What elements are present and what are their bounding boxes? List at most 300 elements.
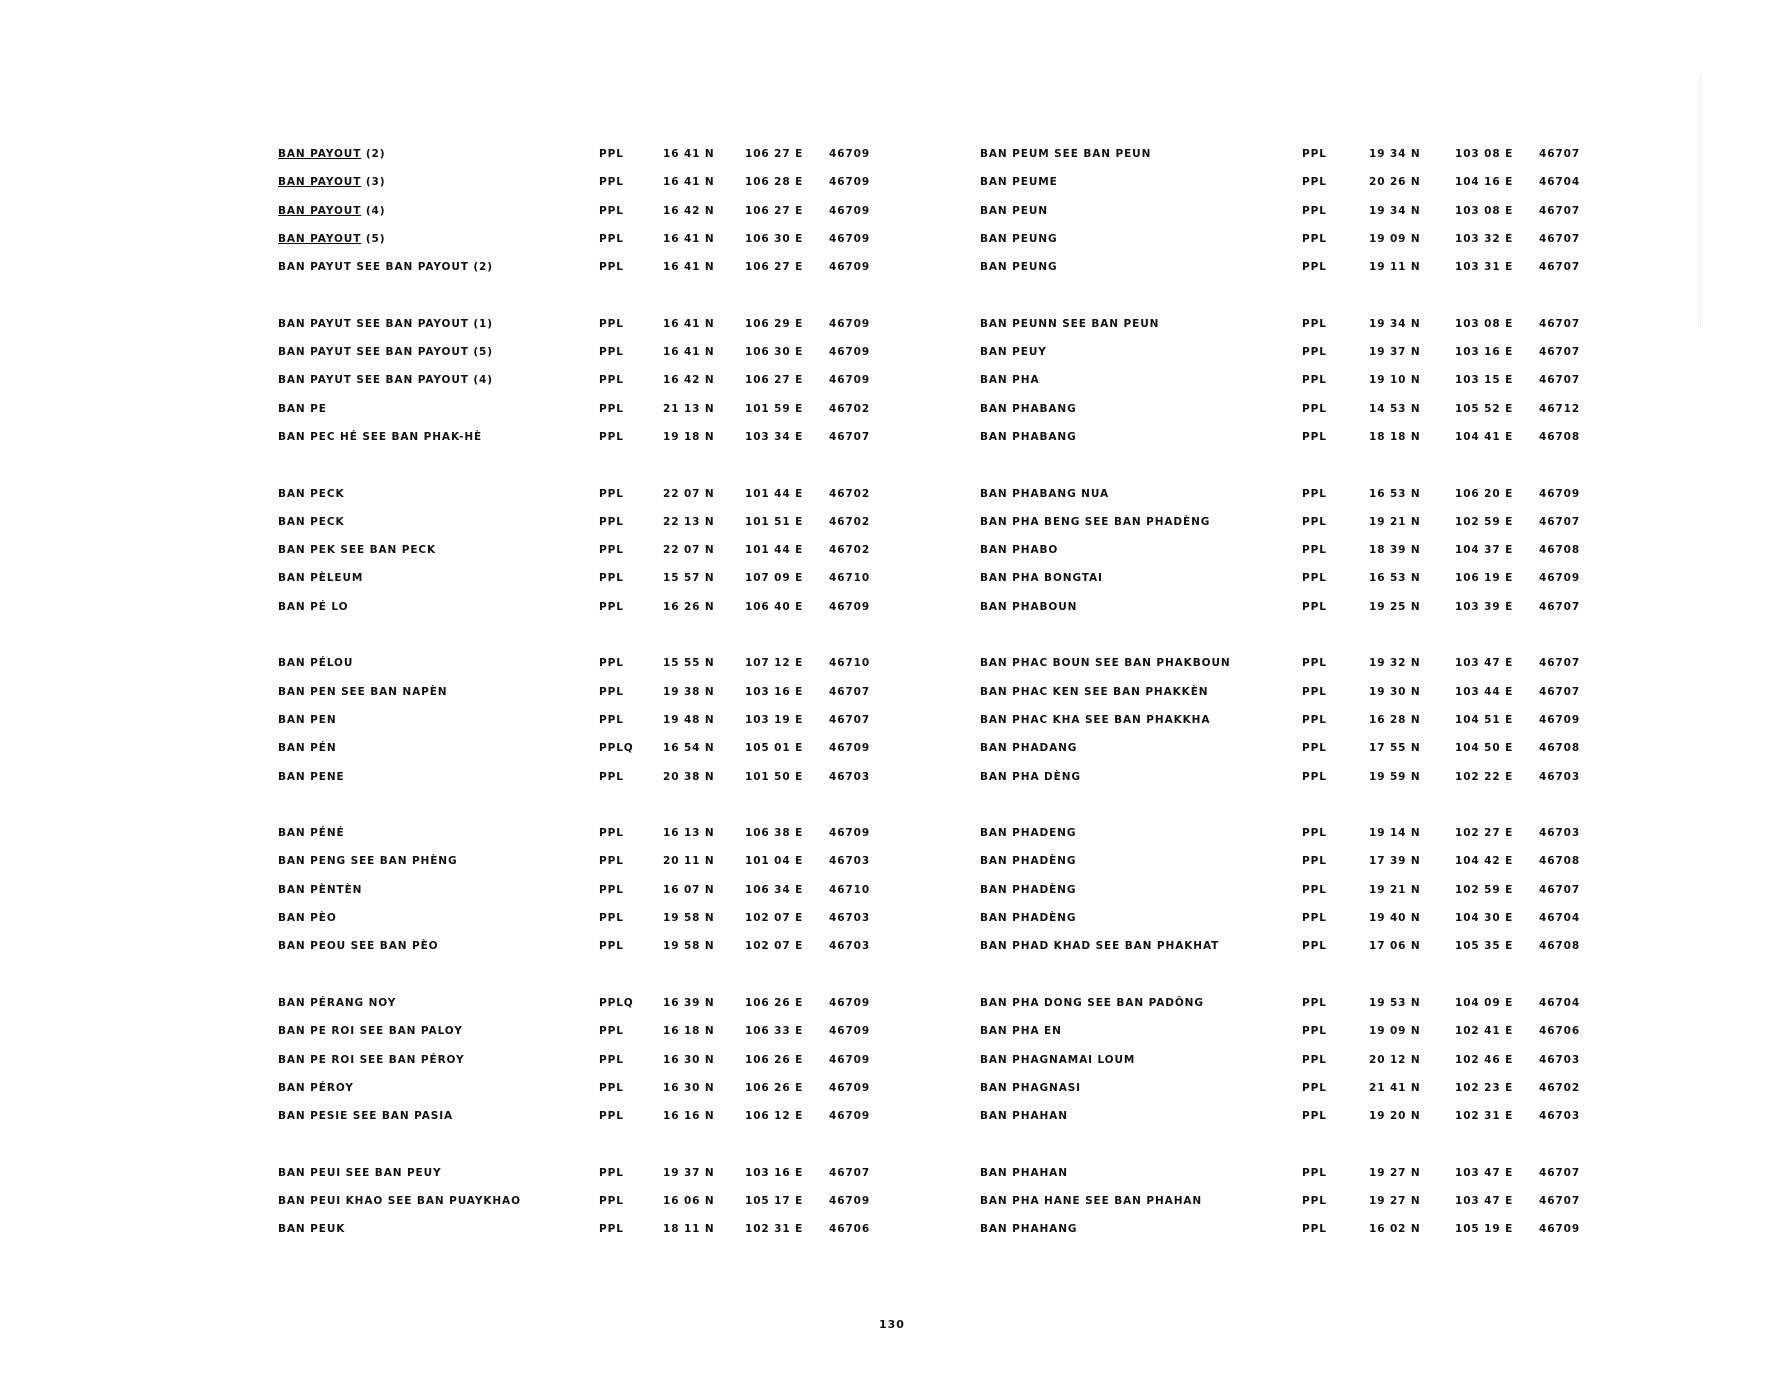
longitude: 106 27 E bbox=[745, 261, 804, 274]
sheet-number: 46708 bbox=[1539, 430, 1581, 443]
sheet-number: 46703 bbox=[829, 940, 871, 953]
latitude: 16 30 N bbox=[663, 1081, 715, 1094]
latitude: 19 58 N bbox=[663, 912, 715, 925]
place-name: BAN PHAD KHAD SEE BAN PHAKHAT bbox=[980, 940, 1220, 953]
designation: PPL bbox=[1302, 572, 1327, 585]
designation: PPL bbox=[599, 600, 624, 613]
sheet-number: 46709 bbox=[829, 1110, 871, 1123]
designation: PPL bbox=[599, 827, 624, 840]
latitude: 19 25 N bbox=[1369, 600, 1421, 613]
sheet-number: 46709 bbox=[829, 204, 871, 217]
designation: PPL bbox=[599, 430, 624, 443]
place-name: BAN PEN SEE BAN NAPÈN bbox=[278, 685, 448, 698]
longitude: 103 16 E bbox=[745, 1166, 804, 1179]
sheet-number: 46703 bbox=[1539, 770, 1581, 783]
place-name: BAN PEUY bbox=[980, 346, 1047, 359]
latitude: 20 38 N bbox=[663, 770, 715, 783]
latitude: 19 32 N bbox=[1369, 657, 1421, 670]
sheet-number: 46709 bbox=[829, 1053, 871, 1066]
sheet-number: 46709 bbox=[829, 742, 871, 755]
place-name: BAN PAYUT SEE BAN PAYOUT (4) bbox=[278, 374, 493, 387]
longitude: 103 32 E bbox=[1455, 232, 1514, 245]
sheet-number: 46703 bbox=[1539, 1110, 1581, 1123]
latitude: 19 09 N bbox=[1369, 1025, 1421, 1038]
latitude: 22 07 N bbox=[663, 544, 715, 557]
place-name: BAN PHADANG bbox=[980, 742, 1078, 755]
designation: PPL bbox=[599, 317, 624, 330]
sheet-number: 46707 bbox=[1539, 204, 1581, 217]
longitude: 103 16 E bbox=[1455, 346, 1514, 359]
sheet-number: 46709 bbox=[1539, 487, 1581, 500]
longitude: 101 59 E bbox=[745, 402, 804, 415]
place-name: BAN PÉN bbox=[278, 742, 337, 755]
longitude: 104 51 E bbox=[1455, 713, 1514, 726]
longitude: 105 35 E bbox=[1455, 940, 1514, 953]
latitude: 14 53 N bbox=[1369, 402, 1421, 415]
latitude: 16 13 N bbox=[663, 827, 715, 840]
place-name: BAN PHABOUN bbox=[980, 600, 1078, 613]
longitude: 106 26 E bbox=[745, 996, 804, 1009]
place-name-suffix: (2) bbox=[361, 148, 386, 160]
place-name: BAN PHADÈNG bbox=[980, 855, 1077, 868]
longitude: 103 08 E bbox=[1455, 148, 1514, 160]
designation: PPL bbox=[1302, 657, 1327, 670]
place-name: BAN PHABANG bbox=[980, 430, 1077, 443]
longitude: 103 47 E bbox=[1455, 1194, 1514, 1207]
latitude: 19 53 N bbox=[1369, 996, 1421, 1009]
place-name-underlined: BAN PAYOUT bbox=[278, 204, 362, 217]
longitude: 106 26 E bbox=[745, 1053, 804, 1066]
place-name: BAN PHABANG NUA bbox=[980, 487, 1109, 500]
designation: PPL bbox=[1302, 1166, 1327, 1179]
designation: PPL bbox=[1302, 374, 1327, 387]
longitude: 103 15 E bbox=[1455, 374, 1514, 387]
longitude: 101 50 E bbox=[745, 770, 804, 783]
latitude: 20 11 N bbox=[663, 855, 715, 868]
place-name: BAN PHABO bbox=[980, 544, 1059, 557]
sheet-number: 46707 bbox=[1539, 657, 1581, 670]
sheet-number: 46709 bbox=[829, 374, 871, 387]
place-name: BAN PÉRANG NOY bbox=[278, 996, 397, 1009]
designation: PPL bbox=[599, 1081, 624, 1094]
place-name: BAN PEUNN SEE BAN PEUN bbox=[980, 317, 1160, 330]
longitude: 105 52 E bbox=[1455, 402, 1514, 415]
latitude: 16 42 N bbox=[663, 204, 715, 217]
place-name: BAN PÈO bbox=[278, 912, 337, 925]
longitude: 104 30 E bbox=[1455, 912, 1514, 925]
place-name: BAN PAYUT SEE BAN PAYOUT (2) bbox=[278, 261, 493, 274]
longitude: 106 27 E bbox=[745, 204, 804, 217]
longitude: 105 19 E bbox=[1455, 1223, 1514, 1236]
sheet-number: 46703 bbox=[1539, 1053, 1581, 1066]
place-name: BAN PECK bbox=[278, 515, 345, 528]
longitude: 102 59 E bbox=[1455, 883, 1514, 896]
latitude: 16 06 N bbox=[663, 1194, 715, 1207]
latitude: 15 55 N bbox=[663, 657, 715, 670]
sheet-number: 46710 bbox=[829, 572, 871, 585]
place-name: BAN PHA DÈNG bbox=[980, 770, 1081, 783]
place-name: BAN PHAC BOUN SEE BAN PHAKBOUN bbox=[980, 657, 1231, 670]
place-name: BAN PEC HÉ SEE BAN PHAK-HÈ bbox=[278, 430, 483, 443]
longitude: 102 22 E bbox=[1455, 770, 1514, 783]
sheet-number: 46708 bbox=[1539, 544, 1581, 557]
sheet-number: 46709 bbox=[829, 176, 871, 189]
place-name: BAN PÉ LO bbox=[278, 600, 349, 613]
latitude: 18 39 N bbox=[1369, 544, 1421, 557]
sheet-number: 46707 bbox=[1539, 317, 1581, 330]
sheet-number: 46704 bbox=[1539, 176, 1581, 189]
designation: PPL bbox=[1302, 685, 1327, 698]
place-name: BAN PEUI KHAO SEE BAN PUAYKHAO bbox=[278, 1194, 521, 1207]
designation: PPL bbox=[599, 685, 624, 698]
designation: PPL bbox=[1302, 487, 1327, 500]
place-name: BAN PÈNTÈN bbox=[278, 883, 363, 896]
sheet-number: 46702 bbox=[829, 487, 871, 500]
longitude: 103 19 E bbox=[745, 713, 804, 726]
longitude: 106 30 E bbox=[745, 232, 804, 245]
latitude: 16 41 N bbox=[663, 232, 715, 245]
latitude: 17 55 N bbox=[1369, 742, 1421, 755]
designation: PPL bbox=[1302, 855, 1327, 868]
designation: PPL bbox=[1302, 1053, 1327, 1066]
place-name: BAN PECK bbox=[278, 487, 345, 500]
longitude: 102 41 E bbox=[1455, 1025, 1514, 1038]
latitude: 19 38 N bbox=[663, 685, 715, 698]
latitude: 15 57 N bbox=[663, 572, 715, 585]
place-name: BAN PEUNG bbox=[980, 232, 1058, 245]
sheet-number: 46707 bbox=[829, 1166, 871, 1179]
latitude: 22 13 N bbox=[663, 515, 715, 528]
latitude: 19 34 N bbox=[1369, 148, 1421, 160]
longitude: 103 08 E bbox=[1455, 204, 1514, 217]
place-name: BAN PÉNÉ bbox=[278, 827, 345, 840]
longitude: 107 09 E bbox=[745, 572, 804, 585]
latitude: 16 18 N bbox=[663, 1025, 715, 1038]
sheet-number: 46709 bbox=[1539, 1223, 1581, 1236]
designation: PPL bbox=[1302, 515, 1327, 528]
longitude: 106 34 E bbox=[745, 883, 804, 896]
designation: PPL bbox=[1302, 940, 1327, 953]
sheet-number: 46709 bbox=[829, 996, 871, 1009]
latitude: 19 21 N bbox=[1369, 515, 1421, 528]
sheet-number: 46704 bbox=[1539, 912, 1581, 925]
sheet-number: 46708 bbox=[1539, 855, 1581, 868]
place-name: BAN PÉLOU bbox=[278, 657, 354, 670]
sheet-number: 46708 bbox=[1539, 742, 1581, 755]
page-number: 130 bbox=[879, 1318, 905, 1331]
latitude: 19 27 N bbox=[1369, 1194, 1421, 1207]
latitude: 16 42 N bbox=[663, 374, 715, 387]
latitude: 19 30 N bbox=[1369, 685, 1421, 698]
designation: PPL bbox=[599, 1223, 624, 1236]
sheet-number: 46708 bbox=[1539, 940, 1581, 953]
place-name: BAN PHAHANG bbox=[980, 1223, 1078, 1236]
place-name: BAN PEUM SEE BAN PEUN bbox=[980, 148, 1152, 160]
longitude: 104 16 E bbox=[1455, 176, 1514, 189]
latitude: 17 06 N bbox=[1369, 940, 1421, 953]
place-name: BAN PHA bbox=[980, 374, 1040, 387]
latitude: 19 10 N bbox=[1369, 374, 1421, 387]
designation: PPL bbox=[1302, 1110, 1327, 1123]
latitude: 19 48 N bbox=[663, 713, 715, 726]
sheet-number: 46707 bbox=[1539, 883, 1581, 896]
sheet-number: 46707 bbox=[1539, 1194, 1581, 1207]
sheet-number: 46709 bbox=[829, 232, 871, 245]
designation: PPL bbox=[1302, 1223, 1327, 1236]
latitude: 19 21 N bbox=[1369, 883, 1421, 896]
longitude: 102 31 E bbox=[1455, 1110, 1514, 1123]
place-name: BAN PHA DONG SEE BAN PADÔNG bbox=[980, 996, 1204, 1009]
longitude: 103 08 E bbox=[1455, 317, 1514, 330]
place-name-suffix: (4) bbox=[361, 204, 386, 217]
longitude: 106 27 E bbox=[745, 374, 804, 387]
place-name: BAN PEK SEE BAN PECK bbox=[278, 544, 437, 557]
place-name-suffix: (5) bbox=[361, 232, 386, 245]
designation: PPLQ bbox=[599, 742, 634, 755]
longitude: 106 29 E bbox=[745, 317, 804, 330]
designation: PPL bbox=[599, 374, 624, 387]
latitude: 19 40 N bbox=[1369, 912, 1421, 925]
longitude: 104 50 E bbox=[1455, 742, 1514, 755]
latitude: 19 09 N bbox=[1369, 232, 1421, 245]
designation: PPL bbox=[1302, 1025, 1327, 1038]
sheet-number: 46702 bbox=[1539, 1081, 1581, 1094]
designation: PPL bbox=[599, 232, 624, 245]
place-name-underlined: BAN PAYOUT bbox=[278, 148, 362, 160]
longitude: 102 23 E bbox=[1455, 1081, 1514, 1094]
place-name bbox=[278, 168, 385, 196]
place-name: BAN PHA HANE SEE BAN PHAHAN bbox=[980, 1194, 1203, 1207]
latitude: 16 39 N bbox=[663, 996, 715, 1009]
longitude: 101 51 E bbox=[745, 515, 804, 528]
designation: PPL bbox=[1302, 600, 1327, 613]
place-name: BAN PEN bbox=[278, 713, 337, 726]
longitude: 102 07 E bbox=[745, 912, 804, 925]
designation: PPL bbox=[599, 1053, 624, 1066]
latitude: 16 41 N bbox=[663, 317, 715, 330]
latitude: 20 12 N bbox=[1369, 1053, 1421, 1066]
designation: PPL bbox=[1302, 770, 1327, 783]
designation: PPL bbox=[1302, 912, 1327, 925]
place-name: BAN PAYUT SEE BAN PAYOUT (5) bbox=[278, 346, 493, 359]
sheet-number: 46707 bbox=[1539, 261, 1581, 274]
latitude: 19 37 N bbox=[663, 1166, 715, 1179]
latitude: 16 41 N bbox=[663, 261, 715, 274]
longitude: 106 40 E bbox=[745, 600, 804, 613]
designation: PPL bbox=[1302, 544, 1327, 557]
sheet-number: 46707 bbox=[1539, 1166, 1581, 1179]
latitude: 16 41 N bbox=[663, 346, 715, 359]
longitude: 104 09 E bbox=[1455, 996, 1514, 1009]
designation: PPL bbox=[599, 148, 624, 160]
sheet-number: 46709 bbox=[829, 1025, 871, 1038]
place-name: BAN PESIE SEE BAN PASIA bbox=[278, 1110, 454, 1123]
longitude: 102 07 E bbox=[745, 940, 804, 953]
latitude: 19 59 N bbox=[1369, 770, 1421, 783]
designation: PPL bbox=[599, 713, 624, 726]
latitude: 20 26 N bbox=[1369, 176, 1421, 189]
place-name: BAN PHAC KEN SEE BAN PHAKKÈN bbox=[980, 685, 1209, 698]
sheet-number: 46707 bbox=[829, 685, 871, 698]
designation: PPL bbox=[599, 770, 624, 783]
place-name: BAN PHA EN bbox=[980, 1025, 1062, 1038]
sheet-number: 46707 bbox=[829, 713, 871, 726]
designation: PPL bbox=[1302, 176, 1327, 189]
latitude: 16 53 N bbox=[1369, 487, 1421, 500]
latitude: 16 30 N bbox=[663, 1053, 715, 1066]
designation: PPL bbox=[1302, 1194, 1327, 1207]
sheet-number: 46702 bbox=[829, 402, 871, 415]
sheet-number: 46709 bbox=[829, 600, 871, 613]
longitude: 103 34 E bbox=[745, 430, 804, 443]
longitude: 103 16 E bbox=[745, 685, 804, 698]
sheet-number: 46709 bbox=[1539, 713, 1581, 726]
longitude: 107 12 E bbox=[745, 657, 804, 670]
sheet-number: 46703 bbox=[1539, 827, 1581, 840]
designation: PPL bbox=[1302, 883, 1327, 896]
longitude: 103 31 E bbox=[1455, 261, 1514, 274]
latitude: 19 58 N bbox=[663, 940, 715, 953]
sheet-number: 46709 bbox=[829, 148, 871, 160]
place-name-suffix: (3) bbox=[361, 176, 386, 189]
latitude: 21 41 N bbox=[1369, 1081, 1421, 1094]
designation: PPL bbox=[599, 261, 624, 274]
latitude: 16 07 N bbox=[663, 883, 715, 896]
longitude: 102 27 E bbox=[1455, 827, 1514, 840]
place-name: BAN PHAC KHA SEE BAN PHAKKHA bbox=[980, 713, 1211, 726]
place-name: BAN PEUNG bbox=[980, 261, 1058, 274]
sheet-number: 46712 bbox=[1539, 402, 1581, 415]
designation: PPL bbox=[599, 176, 624, 189]
place-name: BAN PHADÈNG bbox=[980, 883, 1077, 896]
designation: PPL bbox=[1302, 1081, 1327, 1094]
designation: PPL bbox=[1302, 402, 1327, 415]
designation: PPL bbox=[1302, 346, 1327, 359]
longitude: 103 44 E bbox=[1455, 685, 1514, 698]
place-name: BAN PEUK bbox=[278, 1223, 346, 1236]
longitude: 106 20 E bbox=[1455, 487, 1514, 500]
designation: PPL bbox=[1302, 996, 1327, 1009]
sheet-number: 46704 bbox=[1539, 996, 1581, 1009]
longitude: 102 46 E bbox=[1455, 1053, 1514, 1066]
designation: PPL bbox=[599, 1166, 624, 1179]
longitude: 103 47 E bbox=[1455, 657, 1514, 670]
sheet-number: 46703 bbox=[829, 855, 871, 868]
sheet-number: 46707 bbox=[1539, 374, 1581, 387]
place-name: BAN PHABANG bbox=[980, 402, 1077, 415]
designation: PPL bbox=[599, 657, 624, 670]
designation: PPL bbox=[599, 940, 624, 953]
latitude: 22 07 N bbox=[663, 487, 715, 500]
place-name: BAN PHA BENG SEE BAN PHADÈNG bbox=[980, 515, 1211, 528]
latitude: 16 53 N bbox=[1369, 572, 1421, 585]
longitude: 101 44 E bbox=[745, 487, 804, 500]
place-name: BAN PÈLEUM bbox=[278, 572, 364, 585]
designation: PPL bbox=[1302, 232, 1327, 245]
sheet-number: 46707 bbox=[1539, 148, 1581, 160]
place-name: BAN PENE bbox=[278, 770, 345, 783]
place-name: BAN PENG SEE BAN PHÈNG bbox=[278, 855, 458, 868]
sheet-number: 46703 bbox=[829, 770, 871, 783]
designation: PPL bbox=[599, 487, 624, 500]
designation: PPL bbox=[599, 544, 624, 557]
sheet-number: 46709 bbox=[829, 1194, 871, 1207]
longitude: 101 44 E bbox=[745, 544, 804, 557]
place-name: BAN PHADENG bbox=[980, 827, 1077, 840]
scan-edge-marks bbox=[1700, 76, 1713, 326]
latitude: 18 18 N bbox=[1369, 430, 1421, 443]
sheet-number: 46709 bbox=[829, 261, 871, 274]
sheet-number: 46709 bbox=[829, 317, 871, 330]
designation: PPL bbox=[599, 515, 624, 528]
sheet-number: 46709 bbox=[1539, 572, 1581, 585]
sheet-number: 46702 bbox=[829, 544, 871, 557]
designation: PPL bbox=[599, 1110, 624, 1123]
designation: PPL bbox=[1302, 827, 1327, 840]
sheet-number: 46709 bbox=[829, 346, 871, 359]
longitude: 101 04 E bbox=[745, 855, 804, 868]
place-name: BAN PEUME bbox=[980, 176, 1058, 189]
longitude: 104 41 E bbox=[1455, 430, 1514, 443]
longitude: 103 39 E bbox=[1455, 600, 1514, 613]
place-name-underlined: BAN PAYOUT bbox=[278, 176, 362, 189]
place-name: BAN PEUI SEE BAN PEUY bbox=[278, 1166, 442, 1179]
place-name bbox=[278, 225, 385, 253]
longitude: 106 12 E bbox=[745, 1110, 804, 1123]
latitude: 19 37 N bbox=[1369, 346, 1421, 359]
place-name: BAN PHA BONGTAI bbox=[980, 572, 1103, 585]
designation: PPL bbox=[1302, 713, 1327, 726]
sheet-number: 46707 bbox=[1539, 346, 1581, 359]
sheet-number: 46707 bbox=[1539, 515, 1581, 528]
designation: PPL bbox=[1302, 261, 1327, 274]
longitude: 106 30 E bbox=[745, 346, 804, 359]
latitude: 19 11 N bbox=[1369, 261, 1421, 274]
sheet-number: 46702 bbox=[829, 515, 871, 528]
sheet-number: 46707 bbox=[829, 430, 871, 443]
place-name: BAN PHAGNASI bbox=[980, 1081, 1081, 1094]
longitude: 102 59 E bbox=[1455, 515, 1514, 528]
place-name: BAN PEOU SEE BAN PÈO bbox=[278, 940, 439, 953]
place-name bbox=[278, 140, 385, 168]
designation: PPL bbox=[1302, 148, 1327, 160]
sheet-number: 46710 bbox=[829, 657, 871, 670]
designation: PPL bbox=[599, 346, 624, 359]
longitude: 106 28 E bbox=[745, 176, 804, 189]
latitude: 19 34 N bbox=[1369, 204, 1421, 217]
designation: PPL bbox=[599, 855, 624, 868]
designation: PPL bbox=[1302, 742, 1327, 755]
sheet-number: 46709 bbox=[829, 1081, 871, 1094]
sheet-number: 46709 bbox=[829, 827, 871, 840]
latitude: 19 14 N bbox=[1369, 827, 1421, 840]
latitude: 16 26 N bbox=[663, 600, 715, 613]
latitude: 17 39 N bbox=[1369, 855, 1421, 868]
longitude: 106 38 E bbox=[745, 827, 804, 840]
designation: PPL bbox=[599, 1194, 624, 1207]
designation: PPL bbox=[1302, 204, 1327, 217]
place-name: BAN PAYUT SEE BAN PAYOUT (1) bbox=[278, 317, 493, 330]
sheet-number: 46707 bbox=[1539, 232, 1581, 245]
latitude: 16 41 N bbox=[663, 148, 715, 160]
place-name: BAN PE ROI SEE BAN PÉROY bbox=[278, 1053, 465, 1066]
longitude: 102 31 E bbox=[745, 1223, 804, 1236]
designation: PPL bbox=[599, 912, 624, 925]
designation: PPL bbox=[1302, 317, 1327, 330]
sheet-number: 46707 bbox=[1539, 685, 1581, 698]
sheet-number: 46706 bbox=[1539, 1025, 1581, 1038]
longitude: 106 33 E bbox=[745, 1025, 804, 1038]
